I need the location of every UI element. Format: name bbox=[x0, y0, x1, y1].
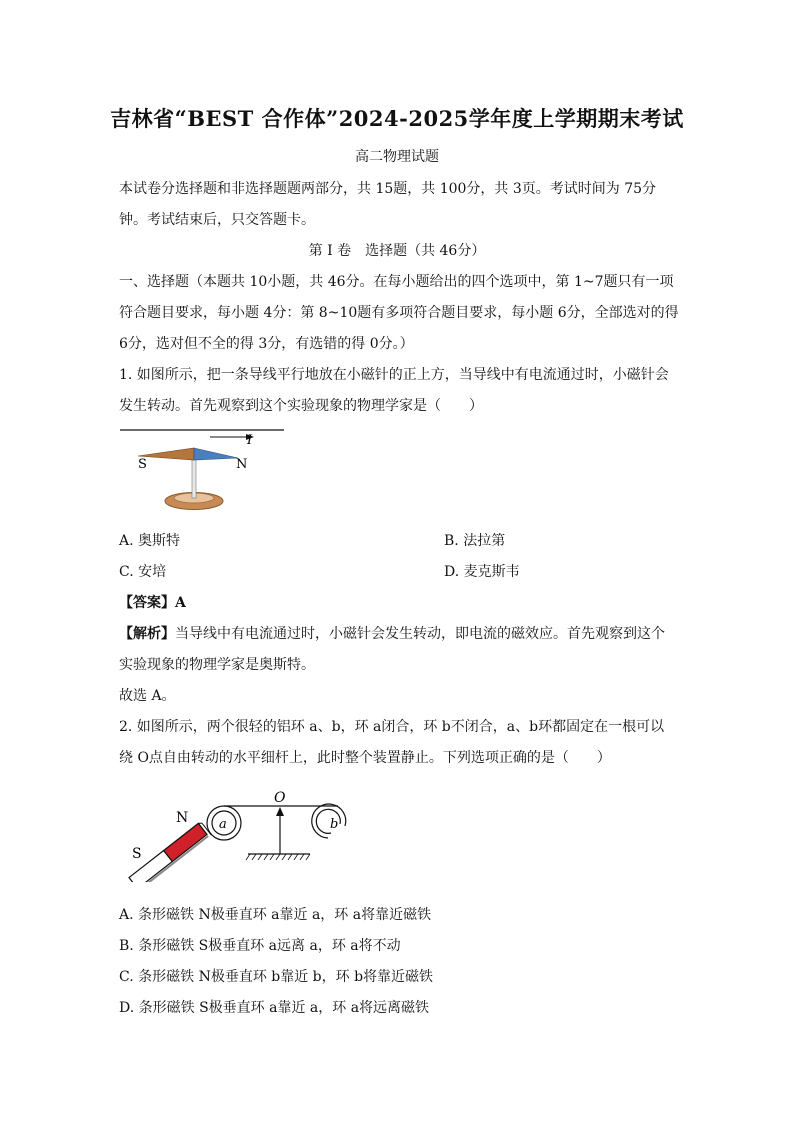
needle-s-label: S bbox=[138, 457, 147, 472]
q1-stem-line-2: 发生转动。首先观察到这个实验现象的物理学家是（ ） bbox=[119, 398, 483, 414]
q1-option-d: D. 麦克斯韦 bbox=[444, 564, 520, 580]
pivot-arrowhead bbox=[276, 807, 284, 816]
q1-conclusion: 故选 A。 bbox=[119, 688, 176, 704]
magnet-s-label: S bbox=[132, 846, 142, 862]
page-title: 吉林省“BEST 合作体”2024-2025学年度上学期期末考试 bbox=[110, 106, 684, 131]
section-heading: 第 I 卷 选择题（共 46分） bbox=[308, 243, 486, 259]
q2-stem-line-1: 2. 如图所示，两个很轻的铝环 a、b，环 a闭合，环 b不闭合，a、b环都固定在一根可以 bbox=[119, 719, 665, 735]
ring-a-label: a bbox=[219, 817, 227, 832]
needle-n-label: N bbox=[236, 457, 248, 472]
q2-stem-line-2: 绕 O点自由转动的水平细杆上，此时整个装置静止。下列选项正确的是（ ） bbox=[119, 750, 611, 766]
magnet-n-label: N bbox=[176, 810, 189, 826]
q1-option-a: A. 奥斯特 bbox=[119, 533, 181, 549]
rings-and-magnet-figure bbox=[126, 786, 366, 882]
q2-option-b: B. 条形磁铁 S极垂直环 a远离 a，环 a将不动 bbox=[119, 938, 401, 954]
compass-stand bbox=[192, 458, 196, 498]
q1-analysis-line-1 bbox=[119, 623, 665, 643]
q2-option-c: C. 条形磁铁 N极垂直环 b靠近 b，环 b将靠近磁铁 bbox=[119, 969, 434, 985]
q1-analysis-line-2: 实验现象的物理学家是奥斯特。 bbox=[119, 657, 315, 673]
section-instruction-1: 一、选择题（本题共 10小题，共 46分。在每小题给出的四个选项中，第 1~7题只有一项 bbox=[119, 274, 674, 290]
q1-option-c: C. 安培 bbox=[119, 564, 167, 580]
section-instruction-3: 6分，选对但不全的得 3分，有选错的得 0分。） bbox=[119, 336, 414, 352]
q2-option-a: A. 条形磁铁 N极垂直环 a靠近 a，环 a将靠近磁铁 bbox=[119, 907, 432, 923]
compass-needle-figure bbox=[118, 424, 288, 516]
page-subtitle: 高二物理试题 bbox=[355, 149, 439, 165]
ground-hatching bbox=[246, 854, 310, 860]
q1-stem-line-1: 1. 如图所示，把一条导线平行地放在小磁针的正上方，当导线中有电流通过时，小磁针会 bbox=[119, 367, 669, 383]
q1-analysis-text: 当导线中有电流通过时，小磁针会发生转动，即电流的磁效应。首先观察到这个 bbox=[175, 626, 665, 642]
intro-line-1: 本试卷分选择题和非选择题题两部分，共 15题，共 100分，共 3页。考试时间为 75分 bbox=[119, 181, 657, 197]
ring-b-label: b bbox=[330, 817, 339, 832]
pivot-label: O bbox=[274, 790, 286, 806]
q1-analysis-tag: 【解析】 bbox=[119, 626, 175, 642]
section-instruction-2: 符合题目要求，每小题 4分：第 8~10题有多项符合题目要求，每小题 6分，全部选对的得 bbox=[119, 305, 679, 321]
intro-line-2: 钟。考试结束后，只交答题卡。 bbox=[119, 212, 315, 228]
q2-option-d: D. 条形磁铁 S极垂直环 a靠近 a，环 a将远离磁铁 bbox=[119, 1000, 430, 1016]
q1-answer: 【答案】A bbox=[119, 595, 186, 611]
needle-n-end bbox=[194, 448, 238, 460]
current-label: I bbox=[247, 433, 253, 448]
q1-option-b: B. 法拉第 bbox=[444, 533, 506, 549]
